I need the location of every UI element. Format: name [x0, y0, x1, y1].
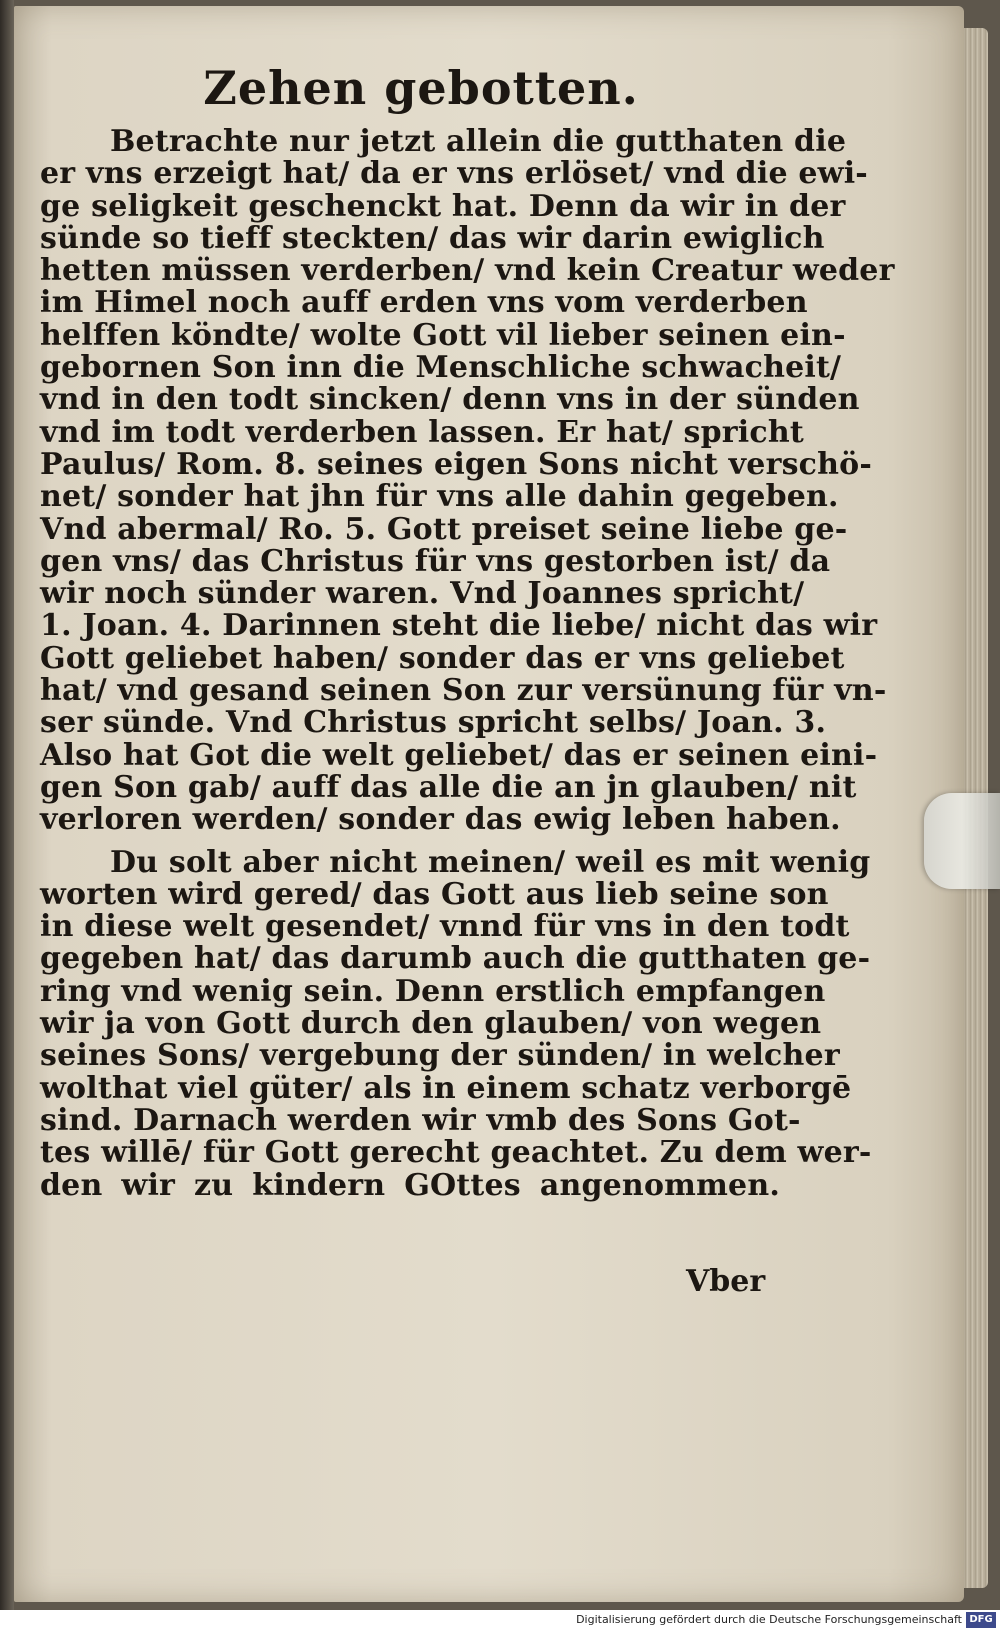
- text-line: vnd im todt verderben lassen. Er hat/ spricht: [40, 414, 804, 450]
- paragraph-1: [40, 124, 895, 838]
- text-line: gebornen Son inn die Menschliche schwacheit/: [40, 350, 842, 386]
- text-line: Paulus/ Rom. 8. seines eigen Sons nicht verschö-: [40, 446, 873, 482]
- text-line: wir noch sünder waren. Vnd Joannes spricht/: [40, 576, 805, 612]
- page-text: [40, 58, 895, 1203]
- text-line: tes willē/ für Gott gerecht geachtet. Zu dem wer-: [40, 1135, 872, 1171]
- page-clip: [924, 793, 1000, 889]
- text-line: gen vns/ das Christus für vns gestorben ist/ da: [40, 543, 831, 579]
- text-line: verloren werden/ sonder das ewig leben haben.: [40, 802, 841, 838]
- text-line: ring vnd wenig sein. Denn erstlich empfangen: [40, 973, 826, 1009]
- dfg-logo: DFG: [966, 1612, 996, 1628]
- text-line: worten wird gered/ das Gott aus lieb seine son: [40, 876, 829, 912]
- text-line: Vnd abermal/ Ro. 5. Gott preiset seine liebe ge-: [40, 511, 848, 547]
- footer-bar: [0, 1610, 1000, 1631]
- text-line: ge seligkeit geschenckt hat. Denn da wir in der: [40, 188, 846, 224]
- text-line: sind. Darnach werden wir vmb des Sons Got-: [40, 1102, 801, 1138]
- text-line: Gott geliebet haben/ sonder das er vns geliebet: [40, 640, 845, 676]
- text-line: 1. Joan. 4. Darinnen steht die liebe/ nicht das wir: [40, 608, 878, 644]
- catchword: Vber: [686, 1264, 766, 1299]
- text-line: Du solt aber nicht meinen/ weil es mit wenig: [110, 844, 871, 880]
- text-line: helffen köndte/ wolte Gott vil lieber seinen ein-: [40, 317, 846, 353]
- text-line: net/ sonder hat jhn für vns alle dahin gegeben.: [40, 479, 839, 515]
- text-line: gen Son gab/ auff das alle die an jn glauben/ nit: [40, 769, 857, 805]
- text-line: wolthat viel güter/ als in einem schatz verborgē: [40, 1070, 852, 1106]
- text-line: in diese welt gesendet/ vnnd für vns in den todt: [40, 909, 850, 945]
- book-spine: [0, 0, 14, 1610]
- text-line: hetten müssen verderben/ vnd kein Creatur weder: [40, 253, 895, 289]
- text-line: seines Sons/ vergebung der sünden/ in welcher: [40, 1038, 840, 1074]
- text-line: im Himel noch auff erden vns vom verderben: [40, 285, 808, 321]
- text-line: den wir zu kindern GOttes angenommen.: [40, 1167, 780, 1203]
- text-line: wir ja von Gott durch den glauben/ von wegen: [40, 1006, 822, 1042]
- text-line: gegeben hat/ das darumb auch die gutthaten ge-: [40, 941, 871, 977]
- footer-credit: Digitalisierung gefördert durch die Deutsche Forschungsgemeinschaft: [576, 1613, 962, 1626]
- text-line: sünde so tieff steckten/ das wir darin ewiglich: [40, 220, 825, 256]
- text-line: ser sünde. Vnd Christus spricht selbs/ Joan. 3.: [40, 705, 827, 741]
- text-line: vnd in den todt sincken/ denn vns in der sünden: [40, 382, 860, 418]
- page-heading: Zehen gebotten.: [203, 61, 639, 115]
- paragraph-2: [40, 844, 872, 1203]
- text-line: Also hat Got die welt geliebet/ das er seinen eini-: [40, 737, 878, 773]
- text-line: er vns erzeigt hat/ da er vns erlöset/ vnd die ewi-: [40, 156, 868, 192]
- text-line: hat/ vnd gesand seinen Son zur versünung für vn-: [40, 673, 887, 709]
- text-line: Betrachte nur jetzt allein die gutthaten die: [110, 124, 847, 159]
